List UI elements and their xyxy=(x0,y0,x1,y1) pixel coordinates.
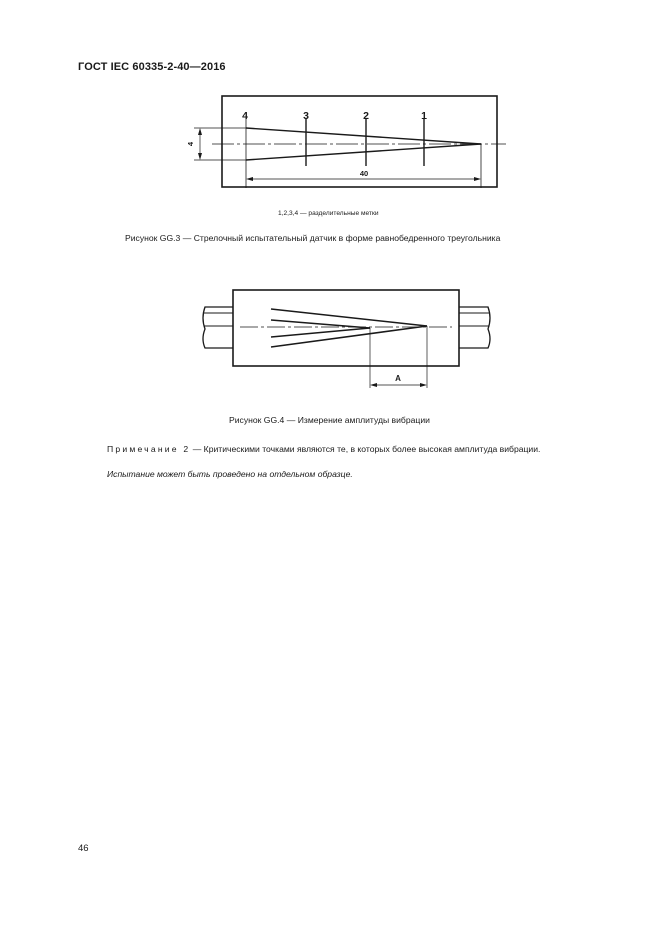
page-number: 46 xyxy=(78,843,89,854)
fig4-caption: Рисунок GG.4 — Измерение амплитуды вибрации xyxy=(229,415,430,425)
note-text: — Критическими точками являются те, в которых более высокая амплитуда вибрации. xyxy=(190,444,541,454)
fig3-mark-label-2: 2 xyxy=(363,110,369,122)
fig3-legend: 1,2,3,4 — разделительные метки xyxy=(278,210,379,217)
fig4-sensor-a-lower xyxy=(271,326,427,347)
fig4-amp-arrow-right xyxy=(420,383,427,387)
fig3-mark-label-3: 3 xyxy=(303,110,309,122)
fig4-sensor-b-upper xyxy=(271,320,370,328)
fig4-body xyxy=(233,290,459,366)
fig3-mark-label-4: 4 xyxy=(242,110,248,122)
fig3-height-dim-label: 4 xyxy=(186,141,195,147)
document-header: ГОСТ IEC 60335-2-40—2016 xyxy=(78,61,226,73)
fig4-amplitude-label: A xyxy=(395,374,401,383)
fig3-caption: Рисунок GG.3 — Стрелочный испытательный датчик в форме равнобедренного треугольника xyxy=(125,233,501,243)
note-label: Примечание 2 xyxy=(107,444,191,454)
note-2 xyxy=(107,444,540,454)
fig3-length-dim-label: 40 xyxy=(359,169,369,178)
test-remark: Испытание может быть проведено на отдельном образце. xyxy=(107,469,353,479)
fig4-sensor-a-upper xyxy=(271,309,427,326)
fig3-mark-label-1: 1 xyxy=(421,110,427,122)
fig4-amp-arrow-left xyxy=(370,383,377,387)
